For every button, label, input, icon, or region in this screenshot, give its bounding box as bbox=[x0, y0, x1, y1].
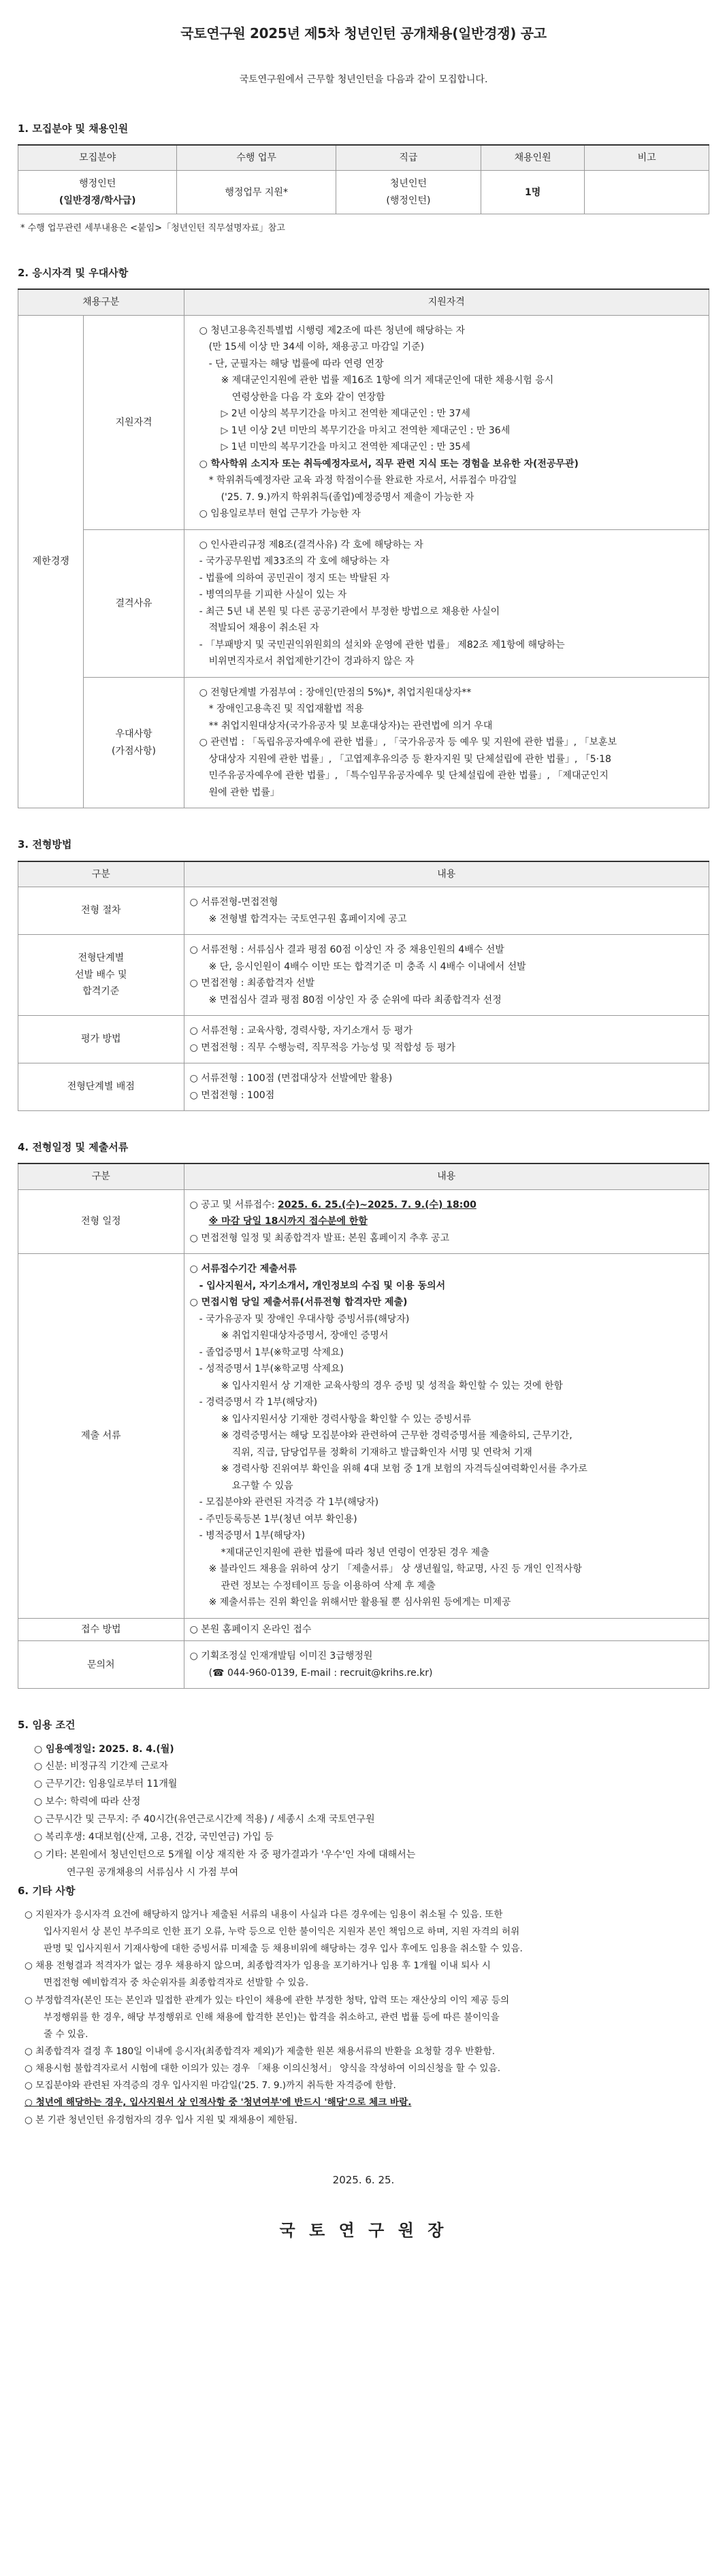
rank-cell: 청년인턴 (행정인턴) bbox=[336, 171, 481, 214]
count-cell: 1명 bbox=[481, 171, 585, 214]
announcement-date: 2025. 6. 25. bbox=[332, 2173, 395, 2186]
list-item: 부정행위를 한 경우, 해당 부정행위로 인해 채용에 합격한 본인)는 합격을 취소하고, 관련 법률 등에 따른 불이익을 bbox=[44, 2011, 500, 2023]
field-cell: 행정인턴 (일반경쟁/학사급) bbox=[18, 171, 177, 214]
row-label: 우대사항 (가점사항) bbox=[84, 677, 184, 808]
row-label: 평가 방법 bbox=[18, 1016, 184, 1063]
list-item: ○ 근무시간 및 근무지: 주 40시간(유연근로시간제 적용) / 세종시 소재 국토연구원 bbox=[34, 1814, 375, 1826]
row-label: 지원자격 bbox=[84, 315, 184, 529]
row-label: 전형단계별 배점 bbox=[18, 1063, 184, 1111]
intro-text: 국토연구원에서 근무할 청년인턴을 다음과 같이 모집합니다. bbox=[239, 74, 488, 85]
row-content: ○ 기획조정실 인재개발팀 이미진 3급행정원 (☎ 044-960-0139, E-mail : recruit@krihs.re.kr) bbox=[184, 1641, 709, 1689]
table-row bbox=[18, 1016, 709, 1063]
list-item: ○ 복리후생: 4대보험(산재, 고용, 건강, 국민연금) 가입 등 bbox=[34, 1831, 274, 1843]
list-item: ○ 본 기관 청년인턴 유경험자의 경우 입사 지원 및 재채용이 제한됨. bbox=[25, 2114, 297, 2126]
table-header: 모집분야 bbox=[18, 145, 177, 171]
table-header: 채용구분 bbox=[18, 289, 184, 315]
task-cell: 행정업무 지원* bbox=[177, 171, 336, 214]
list-item: ○ 채용시험 불합격자로서 시험에 대한 이의가 있는 경우 「채용 이의신청서」 양식을 작성하여 이의신청을 할 수 있음. bbox=[25, 2063, 501, 2075]
deadline-date: 2025. 6. 25.(수)~2025. 7. 9.(수) 18:00 bbox=[278, 1199, 476, 1210]
table-row bbox=[18, 935, 709, 1016]
section-4-heading: 4. 전형일정 및 제출서류 bbox=[18, 1141, 129, 1153]
page-title: 국토연구원 2025년 제5차 청년인턴 공개채용(일반경쟁) 공고 bbox=[180, 25, 547, 42]
list-item: ○ 보수: 학력에 따라 산정 bbox=[34, 1796, 141, 1808]
table-row bbox=[18, 171, 709, 214]
table-row bbox=[18, 1063, 709, 1111]
row-content: ○ 공고 및 서류접수: 2025. 6. 25.(수)~2025. 7. 9.(수) 18:00 ※ 마감 당일 18시까지 접수분에 한함 ○ 면접전형 일정 및 최종합격자 발표: 본원 홈페이지 추후 공고 bbox=[184, 1189, 709, 1254]
row-label: 결격사유 bbox=[84, 529, 184, 677]
table-header: 채용인원 bbox=[481, 145, 585, 171]
list-item: ○ 채용 전형결과 적격자가 없는 경우 채용하지 않으며, 최종합격자가 임용을 포기하거나 임용 후 1개월 이내 퇴사 시 bbox=[25, 1960, 491, 1972]
row-label: 제출 서류 bbox=[18, 1254, 184, 1619]
section-1-note: * 수행 업무관련 세부내용은 <붙임>「청년인턴 직무설명자료」참고 bbox=[20, 223, 285, 234]
list-item: 면접전형 예비합격자 중 차순위자를 최종합격자로 선발할 수 있음. bbox=[44, 1977, 309, 1989]
table-header: 구분 bbox=[18, 861, 184, 887]
table-header: 지원자격 bbox=[184, 289, 709, 315]
contact-info: (☎ 044-960-0139, E-mail : recruit@krihs.re.kr) bbox=[208, 1667, 433, 1679]
section-3-heading: 3. 전형방법 bbox=[18, 838, 72, 851]
row-content: ○ 청년고용촉진특별법 시행령 제2조에 따른 청년에 해당하는 자 (만 15세 이상 만 34세 이하, 채용공고 마감일 기준) - 단, 군필자는 해당 법률에 따라 연령 연장 ※ 제대군인지원에 관한 법률 제16조 1항에 의거 제대군인에 대한 채용시험 응시 연령상한을 다음 각 호와 같이 연장함 ▷ 2년 이상의 복무기간을 마치고 전역한 제대군인 : 만 37세 ▷ 1년 이상 2년 미만의 복무기간을 마치고 전역한 제대군인 : 만 36세 ▷ 1년 미만의 복무기간을 마치고 전역한 제대군인 : 만 35세 ○ 학사학위 소지자 또는 취득예정자로서, 직무 관련 지식 또는 경험을 보유한 자(전공무관) * 학위취득예정자란 교육 과정 학점이수를 완료한 자로서, 서류접수 마감일 ('25. 7. 9.)까지 학위취득(졸업)예정증명서 제출이 가능한 자 ○ 임용일로부터 현업 근무가 가능한 자 bbox=[184, 315, 709, 529]
table-header-row bbox=[18, 145, 709, 171]
table-row bbox=[18, 315, 709, 529]
row-content: ○ 서류전형 : 교육사항, 경력사항, 자기소개서 등 평가 ○ 면접전형 : 직무 수행능력, 직무적응 가능성 및 적합성 등 평가 bbox=[184, 1016, 709, 1063]
schedule-documents-table bbox=[18, 1163, 709, 1689]
employment-conditions bbox=[25, 1741, 709, 1882]
table-header: 수행 업무 bbox=[177, 145, 336, 171]
row-label: 전형 절차 bbox=[18, 887, 184, 935]
table-row bbox=[18, 677, 709, 808]
list-item: 입사지원서 상 본인 부주의로 인한 표기 오류, 누락 등으로 인한 불이익은 지원자 본인 책임으로 하며, 지원 자격의 허위 bbox=[44, 1926, 520, 1938]
row-content: ○ 서류접수기간 제출서류 - 입사지원서, 자기소개서, 개인정보의 수집 및 이용 동의서 ○ 면접시험 당일 제출서류(서류전형 합격자만 제출) - 국가유공자 및 장애인 우대사항 증빙서류(해당자) ※ 취업지원대상자증명서, 장애인 증명서 - 졸업증명서 1부(※학교명 삭제요) - 성적증명서 1부(※학교명 삭제요) ※ 입사지원서 상 기재한 교육사항의 경우 증빙 및 성적을 확인할 수 있는 것에 한함 - 경력증명서 각 1부(해당자) ※ 입사지원서상 기재한 경력사항을 확인할 수 있는 증빙서류 ※ 경력증명서는 해당 모집분야와 관련하여 근무한 경력증명서를 제출하되, 근무기간, 직위, 직급, 담당업무를 정확히 기재하고 발급확인자 서명 및 연락처 기재 ※ 경력사항 진위여부 확인을 위해 4대 보험 중 1개 보험의 자격득실여력확인서를 추가로 요구할 수 있음 - 모집분야와 관련된 자격증 각 1부(해당자) - 주민등록등본 1부(청년 여부 확인용) - 병적증명서 1부(해당자) *제대군인지원에 관한 법률에 따라 청년 연령이 연장된 경우 제출 ※ 블라인드 채용을 위하여 상기 「제출서류」 상 생년월일, 학교명, 사진 등 개인 인적사항 관련 정보는 수정테이프 등을 이용하여 삭제 후 제출 ※ 제출서류는 진위 확인을 위해서만 활용될 뿐 심사위원 등에게는 미제공 bbox=[184, 1254, 709, 1619]
row-content: ○ 본원 홈페이지 온라인 접수 bbox=[184, 1618, 709, 1641]
group-cell: 제한경쟁 bbox=[18, 315, 84, 808]
issuer-signature: 국 토 연 구 원 장 bbox=[279, 2220, 448, 2240]
list-item: ○ 모집분야와 관련된 자격증의 경우 입사지원 마감일('25. 7. 9.)까지 취득한 자격증에 한함. bbox=[25, 2080, 396, 2092]
table-row bbox=[18, 887, 709, 935]
row-label: 전형 일정 bbox=[18, 1189, 184, 1254]
section-2-heading: 2. 응시자격 및 우대사항 bbox=[18, 267, 129, 279]
other-notes bbox=[25, 1906, 709, 2129]
list-item: ○ 임용예정일: 2025. 8. 4.(월) bbox=[34, 1743, 174, 1755]
table-header: 구분 bbox=[18, 1163, 184, 1189]
table-header: 직급 bbox=[336, 145, 481, 171]
list-item: ○ 신분: 비정규직 기간제 근로자 bbox=[34, 1761, 169, 1772]
selection-method-table bbox=[18, 861, 709, 1112]
row-content: ○ 서류전형 : 100점 (면접대상자 선발에만 활용) ○ 면접전형 : 100점 bbox=[184, 1063, 709, 1111]
list-item: ○ 청년에 해당하는 경우, 입사지원서 상 인적사항 중 '청년여부'에 반드시 '해당'으로 체크 바람. bbox=[25, 2097, 412, 2109]
row-label: 전형단계별 선발 배수 및 합격기준 bbox=[18, 935, 184, 1016]
recruit-field-table bbox=[18, 144, 709, 215]
qualification-table bbox=[18, 288, 709, 808]
list-item: ○ 부정합격자(본인 또는 본인과 밀접한 관계가 있는 타인이 채용에 관한 부정한 청탁, 압력 또는 재산상의 이익 제공 등의 bbox=[25, 1994, 510, 2006]
list-item: ○ 기타: 본원에서 청년인턴으로 5개월 이상 재직한 자 중 평가결과가 '우수'인 자에 대해서는 bbox=[34, 1849, 416, 1860]
list-item: 연구원 공개채용의 서류심사 시 가점 부여 bbox=[67, 1866, 239, 1878]
table-row bbox=[18, 1254, 709, 1619]
row-label: 접수 방법 bbox=[18, 1618, 184, 1641]
row-content: ○ 서류전형-면접전형 ※ 전형별 합격자는 국토연구원 홈페이지에 공고 bbox=[184, 887, 709, 935]
row-label: 문의처 bbox=[18, 1641, 184, 1689]
table-row bbox=[18, 1641, 709, 1689]
section-1-heading: 1. 모집분야 및 채용인원 bbox=[18, 122, 129, 135]
section-5-heading: 5. 임용 조건 bbox=[18, 1719, 76, 1732]
table-row bbox=[18, 529, 709, 677]
table-header-row bbox=[18, 861, 709, 887]
list-item: ○ 지원자가 응시자격 요건에 해당하지 않거나 제출된 서류의 내용이 사실과 다른 경우에는 임용이 취소될 수 있음. 또한 bbox=[25, 1909, 503, 1920]
list-item: 줄 수 있음. bbox=[44, 2028, 88, 2040]
table-header: 내용 bbox=[184, 1163, 709, 1189]
table-header-row bbox=[18, 289, 709, 315]
table-row bbox=[18, 1618, 709, 1641]
table-header: 내용 bbox=[184, 861, 709, 887]
remark-cell bbox=[585, 171, 709, 214]
row-content: ○ 전형단계별 가점부여 : 장애인(만점의 5%)*, 취업지원대상자** * 장애인고용촉진 및 직업재활법 적용 ** 취업지원대상자(국가유공자 및 보훈대상자)는 관련법에 의거 우대 ○ 관련법 : 「독립유공자예우에 관한 법률」, 「국가유공자 등 예우 및 지원에 관한 법률」, 「보훈보 상대상자 지원에 관한 법률」, 「고엽제후유의증 등 환자지원 및 단체설립에 관한 법률」, 「5·18 민주유공자예우에 관한 법률」, 「특수임무유공자예우 및 단체설립에 관한 법률」, 「제대군인지 원에 관한 법률」 bbox=[184, 677, 709, 808]
list-item: 판명 및 입사지원서 기재사항에 대한 증빙서류 미제출 등 채용비위에 해당하는 경우 입사 후에도 임용을 취소할 수 있음. bbox=[44, 1943, 523, 1955]
list-item: ○ 근무기간: 임용일로부터 11개월 bbox=[34, 1779, 178, 1790]
row-content: ○ 인사관리규정 제8조(결격사유) 각 호에 해당하는 자 - 국가공무원법 제33조의 각 호에 해당하는 자 - 법률에 의하여 공민권이 정지 또는 박탈된 자 - 병역의무를 기피한 사실이 있는 자 - 최근 5년 내 본원 및 다른 공공기관에서 부정한 방법으로 채용한 사실이 적발되어 채용이 취소된 자 - 「부패방지 및 국민권익위원회의 설치와 운영에 관한 법률」 제82조 제1항에 해당하는 비위면직자로서 취업제한기간이 경과하지 않은 자 bbox=[184, 529, 709, 677]
row-content: ○ 서류전형 : 서류심사 결과 평점 60점 이상인 자 중 채용인원의 4배수 선발 ※ 단, 응시인원이 4배수 이만 또는 합격기준 미 충족 시 4배수 이내에서 선발 ○ 면접전형 : 최종합격자 선발 ※ 면접심사 결과 평점 80점 이상인 자 중 순위에 따라 최종합격자 선정 bbox=[184, 935, 709, 1016]
table-header-row bbox=[18, 1163, 709, 1189]
list-item: ○ 최종합격자 결정 후 180일 이내에 응시자(최종합격자 제외)가 제출한 원본 채용서류의 반환을 요청할 경우 반환함. bbox=[25, 2046, 496, 2057]
section-6-heading: 6. 기타 사항 bbox=[18, 1884, 76, 1897]
table-header: 비고 bbox=[585, 145, 709, 171]
table-row bbox=[18, 1189, 709, 1254]
